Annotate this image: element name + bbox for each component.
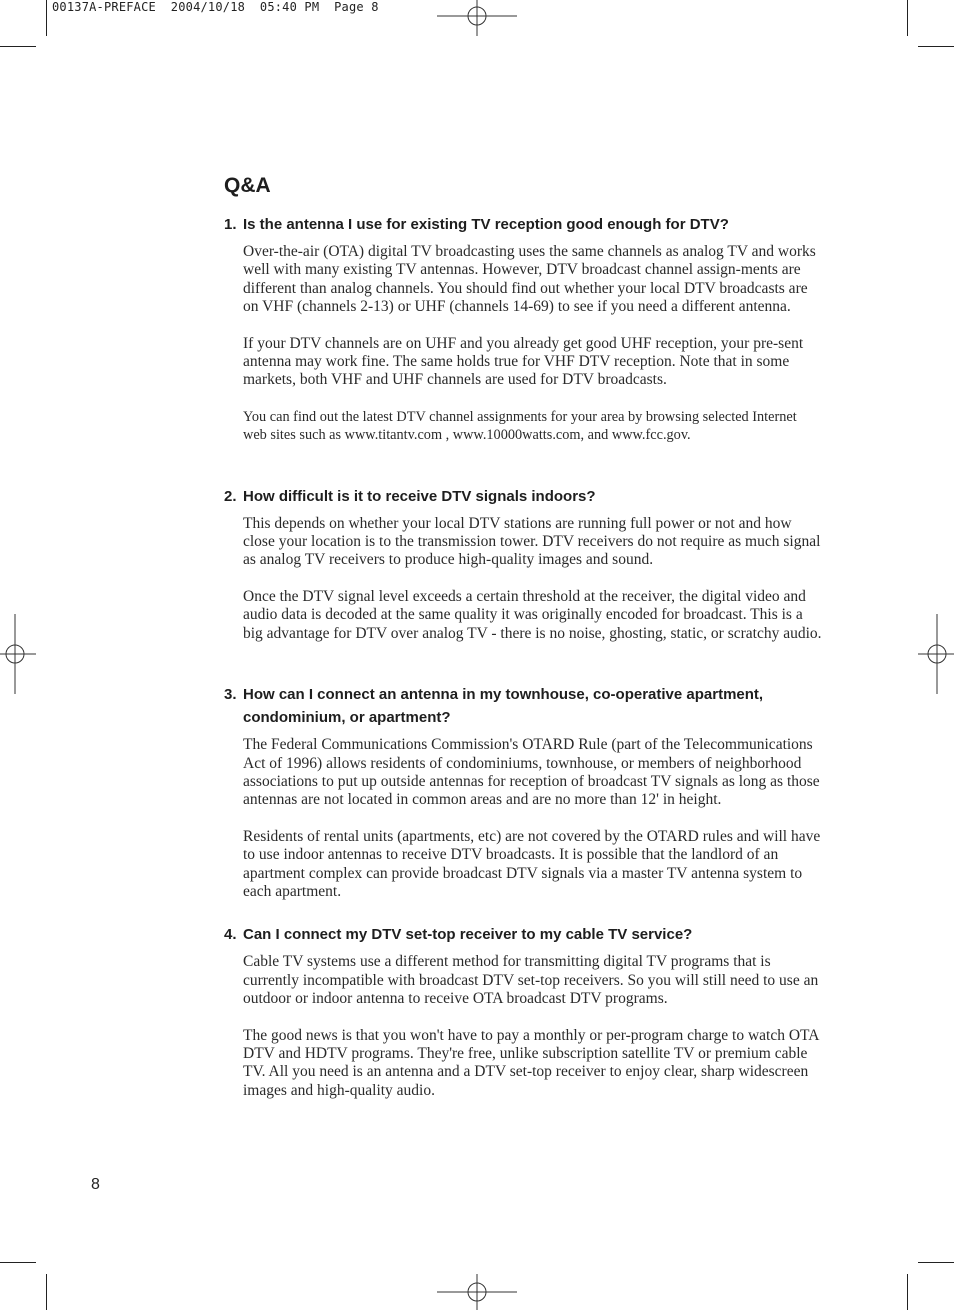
answer-paragraph: You can find out the latest DTV channel assignments for your area by browsing selected Internet web sites such as www.titantv.com , www.10000watts.com, and www.fcc.gov. bbox=[243, 408, 797, 444]
question-number: 2. bbox=[224, 487, 237, 505]
page-number: 8 bbox=[91, 1176, 100, 1193]
answer-paragraph: Over-the-air (OTA) digital TV broadcasting uses the same channels as analog TV and works well with many existing TV antennas. However, DTV broadcast channel assign-ments are different than analog channels. You should find out whether your local DTV broadcasts are on VHF (channels 2-13) or UHF (channels 14-69) to see if you need a different antenna. bbox=[243, 243, 816, 316]
question-number: 4. bbox=[224, 926, 237, 944]
registration-mark-left-icon bbox=[0, 614, 36, 694]
crop-mark-bottom-right-h bbox=[918, 1262, 954, 1263]
crop-mark-top-right-h bbox=[918, 46, 954, 47]
crop-mark-bottom-left-v bbox=[46, 1274, 47, 1310]
crop-mark-bottom-left-h bbox=[0, 1262, 36, 1263]
answer-paragraph: This depends on whether your local DTV stations are running full power or not and how close your location is to the transmission tower. DTV receivers do not require as much signal as analog TV receivers to produce high-quality images and sound. bbox=[243, 514, 821, 569]
qa-item-2 bbox=[224, 485, 824, 643]
answer-paragraph: Residents of rental units (apartments, etc) are not covered by the OTARD rules and will have to use indoor antennas to receive DTV broadcasts. It is possible that the landlord of an apartment complex can provide broadcast DTV signals via a master TV antenna system to each apartment. bbox=[243, 827, 821, 900]
question-number: 3. bbox=[224, 686, 237, 704]
qa-item-1 bbox=[224, 213, 824, 445]
answer-paragraph: If your DTV channels are on UHF and you already get good UHF reception, your pre-sent antenna may work fine. The same holds true for VHF DTV reception. Note that in some markets, both VHF and UHF channels are used for DTV broadcasts. bbox=[243, 334, 804, 389]
question-3 bbox=[224, 683, 824, 729]
crop-mark-top-left-h bbox=[0, 46, 36, 47]
registration-mark-top-icon bbox=[437, 0, 517, 36]
question-number: 1. bbox=[224, 216, 237, 233]
crop-mark-bottom-right-v bbox=[907, 1274, 908, 1310]
question-4 bbox=[224, 923, 824, 946]
question-1 bbox=[224, 213, 824, 236]
print-slug-line: 00137A-PREFACE 2004/10/18 05:40 PM Page 8 bbox=[52, 0, 379, 14]
question-text: How can I connect an antenna in my townhouse, co-operative apartment, condominium, or apartment? bbox=[243, 686, 764, 727]
question-text: Is the antenna I use for existing TV reception good enough for DTV? bbox=[243, 216, 729, 233]
crop-mark-top-right-v bbox=[907, 0, 908, 36]
section-title: Q&A bbox=[224, 174, 271, 197]
answer-paragraph: Cable TV systems use a different method for transmitting digital TV programs that is currently incompatible with broadcast DTV set-top receivers. So you will still need to use an outdoor or indoor antenna to receive OTA broadcast DTV programs. bbox=[243, 953, 819, 1008]
qa-item-3 bbox=[224, 683, 824, 901]
question-text: Can I connect my DTV set-top receiver to my cable TV service? bbox=[243, 926, 693, 944]
answer-paragraph: The good news is that you won't have to pay a monthly or per-program charge to watch OTA DTV and HDTV programs. They're free, unlike subscription satellite TV or premium cable TV. All you need is an antenna and a DTV set-top receiver to enjoy clear, sharp widescreen images and high-quality audio. bbox=[243, 1026, 819, 1099]
question-text: How difficult is it to receive DTV signals indoors? bbox=[243, 487, 596, 505]
answer-paragraph: Once the DTV signal level exceeds a certain threshold at the receiver, the digital video and audio data is decoded at the same quality it was originally encoded for broadcast. This is a big advantage for DTV over analog TV - there is no noise, ghosting, static, or scratchy audio. bbox=[243, 587, 822, 642]
question-2 bbox=[224, 485, 824, 508]
crop-mark-top-left-v bbox=[46, 0, 47, 36]
qa-content bbox=[224, 172, 824, 1118]
registration-mark-bottom-icon bbox=[437, 1274, 517, 1310]
qa-item-4 bbox=[224, 923, 824, 1100]
answer-paragraph: The Federal Communications Commission's OTARD Rule (part of the Telecommunications Act of 1996) allows residents of condominiums, townhouse, or members of neighborhood associations to put up outside antennas for reception of broadcast TV signals as long as those antennas are not located in common areas and are no more than 12' in height. bbox=[243, 736, 820, 809]
registration-mark-right-icon bbox=[918, 614, 954, 694]
